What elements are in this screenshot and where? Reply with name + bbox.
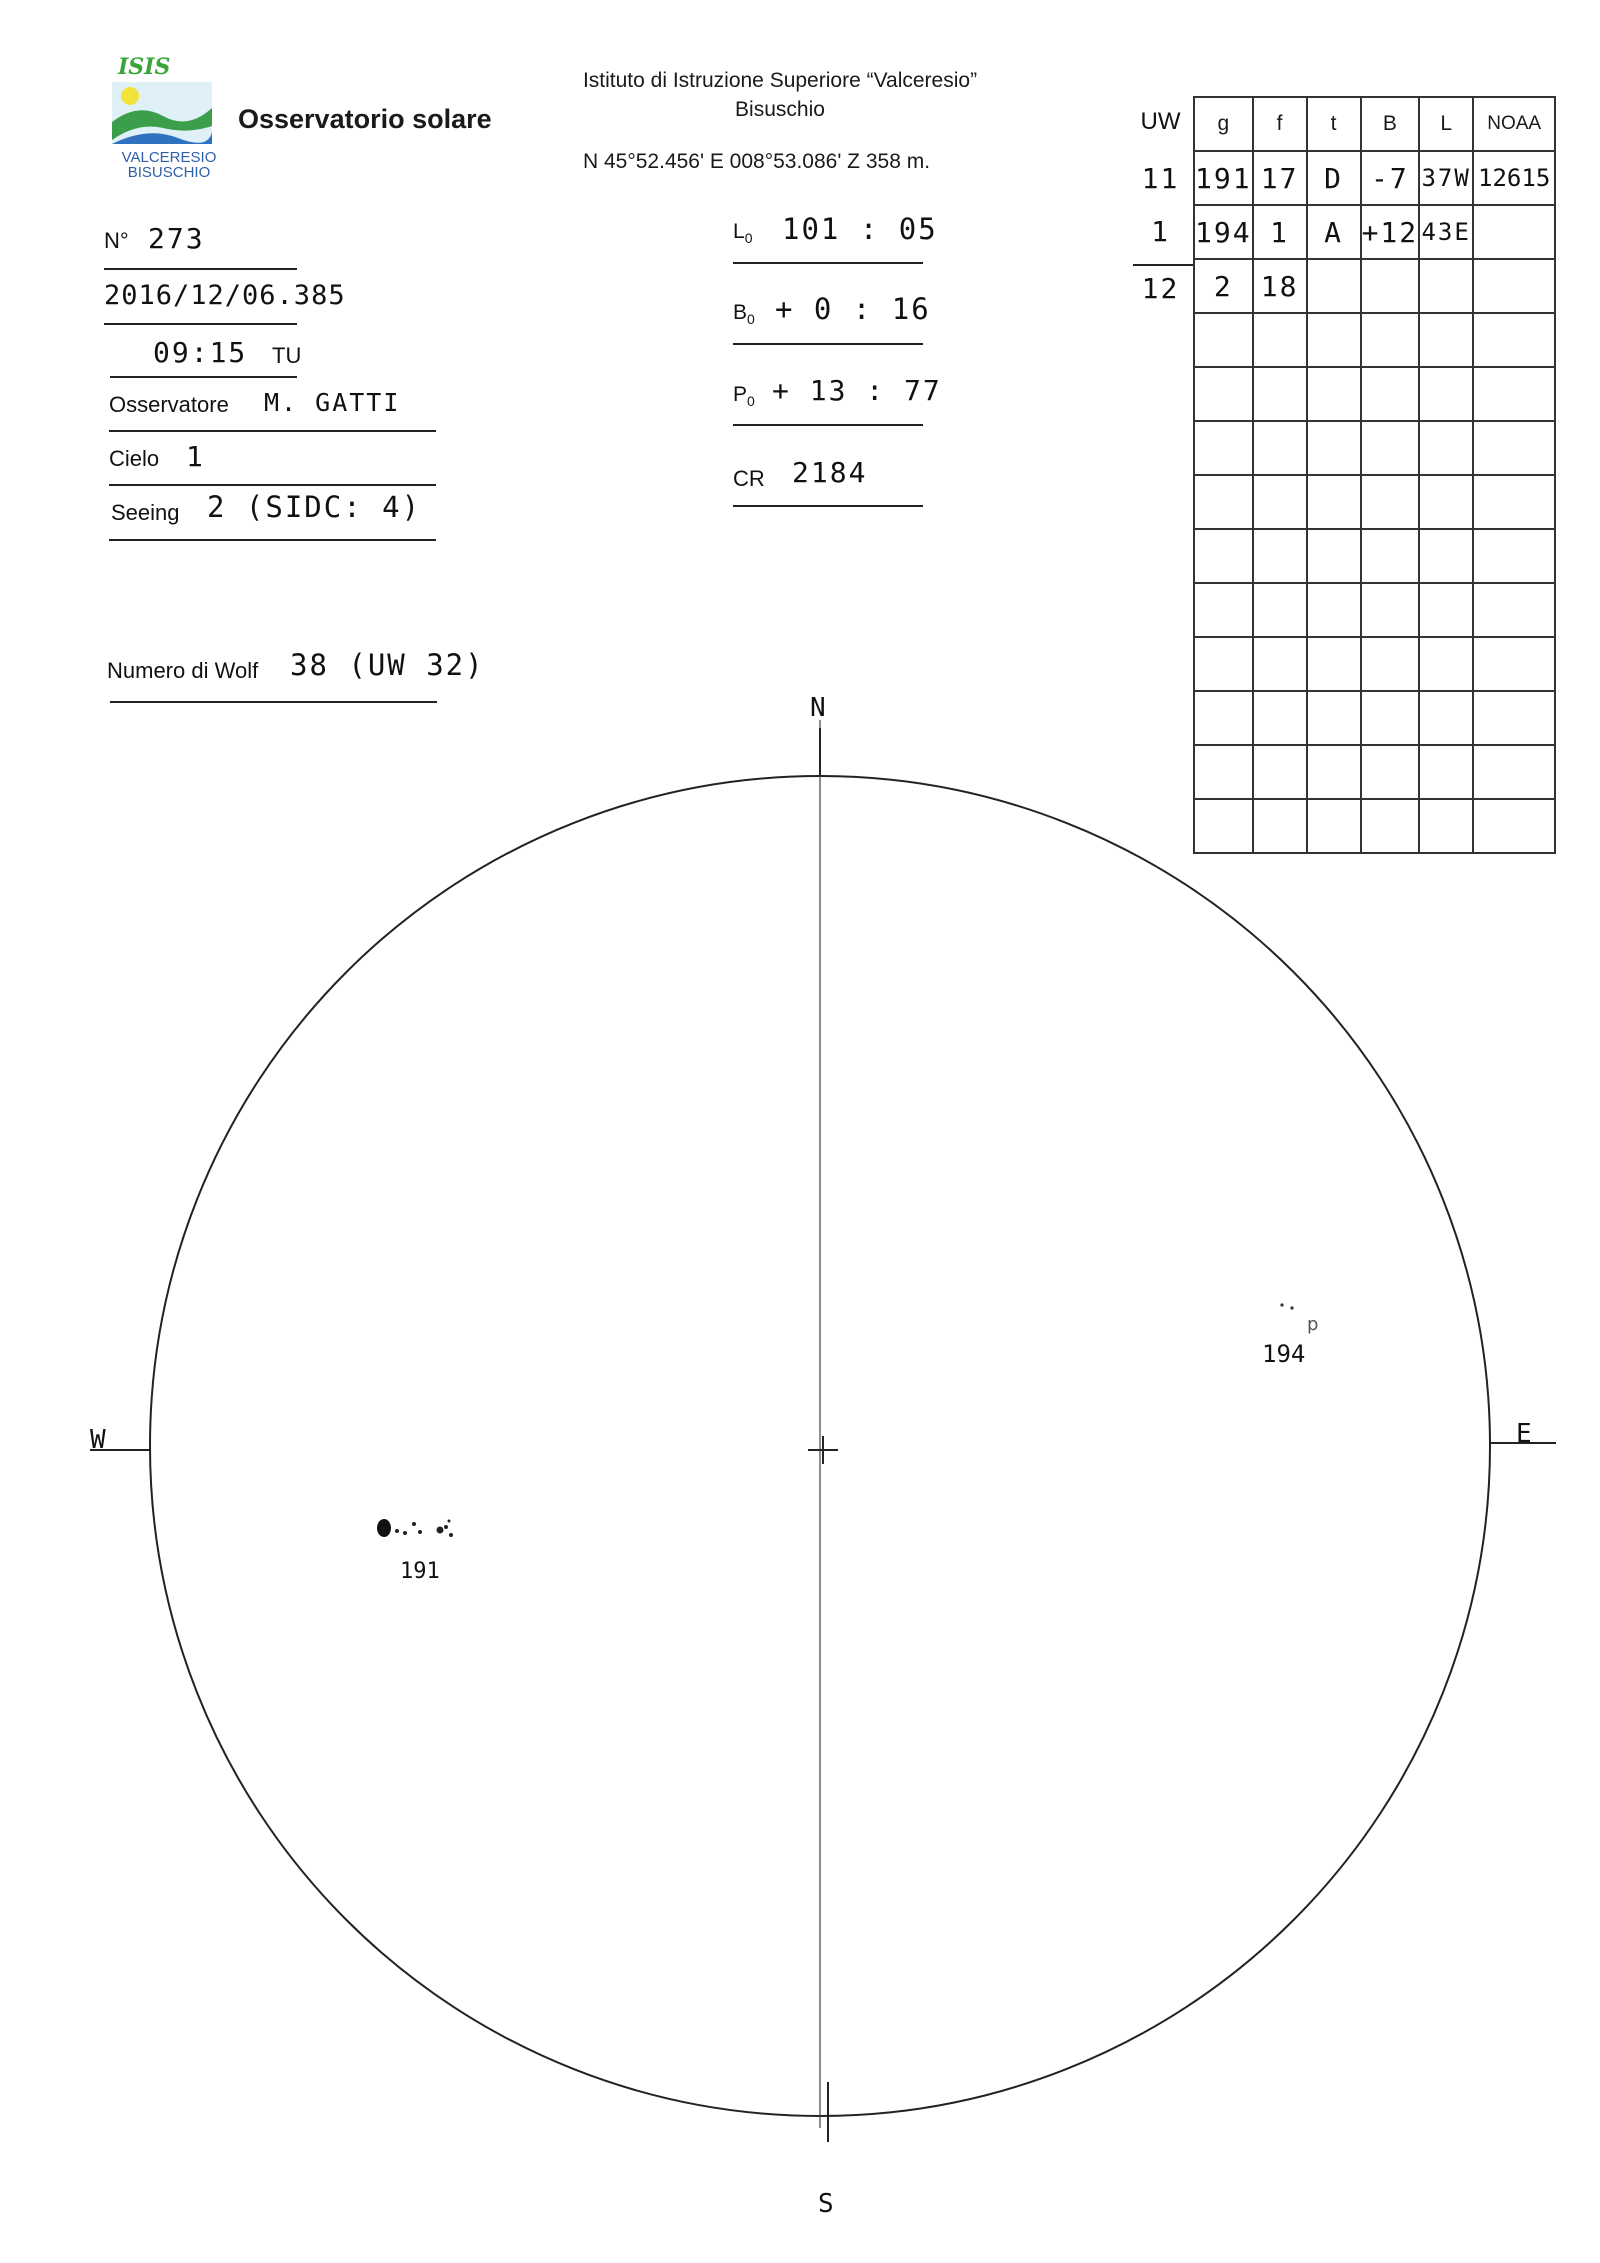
east-label: E — [1516, 1419, 1532, 1449]
institute-town: Bisuschio — [735, 98, 825, 121]
observer-label: Osservatore — [109, 392, 229, 417]
logo-caption-line2: BISUSCHIO — [127, 164, 211, 181]
l0-letter: L — [733, 220, 745, 243]
cell-t: A — [1307, 205, 1361, 259]
group-191-label: 191 — [400, 1559, 440, 1584]
b0-subscript: 0 — [747, 311, 755, 328]
logo-wordmark: ISIS — [118, 54, 171, 80]
uw-row-1: 11 — [1141, 162, 1180, 195]
observer-value: M. GATTI — [264, 388, 401, 417]
time-unit: TU — [272, 343, 302, 368]
sky-value: 1 — [186, 440, 205, 473]
cell-l: 37W — [1419, 151, 1473, 205]
station-coordinates: N 45°52.456' E 008°53.086' Z 358 m. — [583, 150, 931, 173]
cell-t: D — [1307, 151, 1361, 205]
cell-f: 17 — [1253, 151, 1307, 205]
observatory-title: Osservatorio solare — [238, 104, 492, 134]
wolf-value: 38 (UW 32) — [290, 648, 485, 682]
sunspot — [412, 1522, 416, 1526]
l0-subscript: 0 — [744, 230, 753, 247]
cell-g: 191 — [1194, 151, 1253, 205]
sunspot — [1290, 1306, 1293, 1309]
p0-subscript: 0 — [747, 393, 755, 410]
sunspot-group-194 — [1280, 1303, 1293, 1309]
cell-b: +12 — [1361, 205, 1420, 259]
col-header-noaa: NOAA — [1473, 97, 1555, 151]
institute-name: Istituto di Istruzione Superiore “Valceresio” — [582, 69, 978, 92]
cr-value: 2184 — [792, 456, 868, 489]
p0-value: + 13 : 77 — [772, 374, 942, 407]
date-value: 2016/12/06.385 — [104, 280, 346, 311]
cell-l: 43E — [1419, 205, 1473, 259]
cr-label: CR — [733, 466, 765, 491]
sunspot — [437, 1527, 444, 1534]
b0-value: + 0 : 16 — [775, 292, 931, 326]
sunspot — [1280, 1303, 1283, 1306]
sunspot — [403, 1531, 407, 1535]
cell-b: -7 — [1361, 151, 1420, 205]
cell-noaa: 12615 — [1473, 151, 1555, 205]
north-label: N — [810, 693, 826, 723]
number-label: N° — [104, 228, 129, 253]
west-label: W — [90, 1425, 106, 1455]
logo-caption-line1: VALCERESIO — [121, 149, 217, 166]
uw-row-2: 1 — [1151, 215, 1170, 248]
p0-letter: P — [733, 383, 748, 406]
uw-total: 12 — [1141, 272, 1180, 305]
sunspot-group-191 — [377, 1519, 453, 1537]
sunspot — [395, 1529, 399, 1533]
sunspot-leader — [377, 1519, 391, 1537]
l0-value: 101 : 05 — [782, 212, 938, 246]
group-194-label: 194 — [1262, 1340, 1306, 1368]
time-value: 09:15 — [153, 336, 248, 369]
wolf-label: Numero di Wolf — [107, 658, 259, 683]
sunspot — [449, 1533, 453, 1537]
sunspot — [418, 1530, 422, 1534]
seeing-label: Seeing — [111, 500, 180, 525]
cell-g: 194 — [1194, 205, 1253, 259]
group-194-note: p — [1307, 1314, 1319, 1335]
col-header-t: t — [1307, 97, 1361, 151]
col-header-f: f — [1253, 97, 1307, 151]
col-header-b: B — [1361, 97, 1420, 151]
sunspot — [448, 1520, 451, 1523]
uw-header: UW — [1140, 108, 1181, 135]
seeing-value: 2 (SIDC: 4) — [207, 490, 422, 524]
sky-label: Cielo — [109, 446, 160, 471]
cell-f: 1 — [1253, 205, 1307, 259]
cell-f: 18 — [1253, 259, 1307, 313]
number-value: 273 — [148, 222, 205, 255]
sunspot — [444, 1525, 448, 1529]
cell-g: 2 — [1194, 259, 1253, 313]
south-label: S — [818, 2189, 834, 2219]
b0-letter: B — [733, 301, 748, 324]
col-header-l: L — [1419, 97, 1473, 151]
col-header-g: g — [1194, 97, 1253, 151]
